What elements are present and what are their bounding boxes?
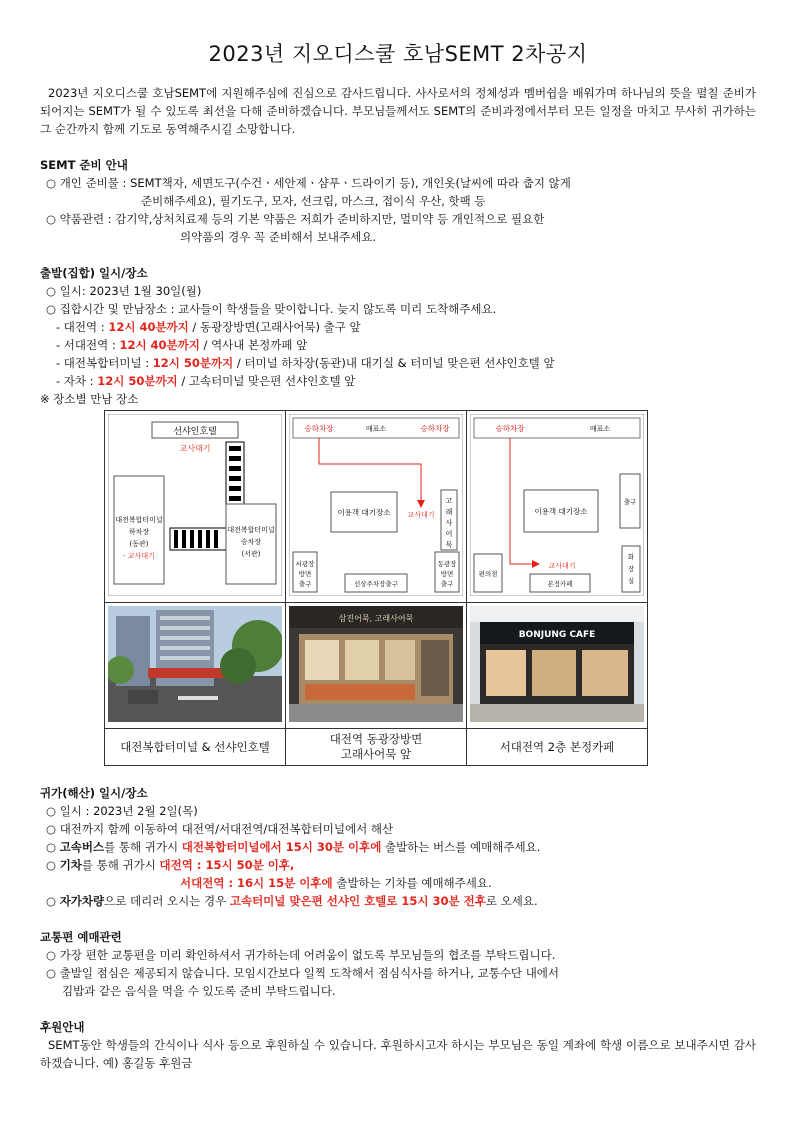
- return-date: ○ 일시 : 2023년 2월 2일(목): [46, 804, 198, 818]
- photo-terminal: [105, 603, 286, 729]
- route-seodaejeon-station: - 서대전역 : 12시 40분까지 / 역사내 본정까페 앞: [56, 338, 308, 352]
- svg-text:대전복합터미널: 대전복합터미널: [115, 516, 163, 524]
- return-bus: ○ 고속버스를 통해 귀가시 대전복합터미널에서 15시 30분 이후에 출발하는 버스를 예매해주세요.: [46, 840, 541, 854]
- svg-text:화: 화: [627, 553, 635, 561]
- transport-title: 교통편 예매관련: [40, 930, 122, 944]
- svg-text:출구: 출구: [623, 498, 637, 506]
- svg-text:방면: 방면: [440, 570, 454, 578]
- svg-text:선상주차장출구: 선상주차장출구: [354, 580, 398, 588]
- notice-page: [40, 38, 756, 1072]
- prep-title: SEMT 준비 안내: [40, 158, 128, 172]
- svg-text:교사대기: 교사대기: [548, 562, 576, 570]
- route-daejeon-station: - 대전역 : 12시 40분까지 / 동광장방면(고래사어묵) 출구 앞: [56, 320, 361, 334]
- svg-text:본정카페: 본정카페: [547, 580, 573, 588]
- intro-paragraph: 2023년 지오디스쿨 호남SEMT에 지원해주심에 진심으로 감사드립니다. 사사로서의 정체성과 멤버쉽을 배워가며 하나님의 뜻을 펼칠 준비가 되어지는 SEMT가 될 수 있도록 최선을 다해 준비하겠습니다. 부모님들께서도 SEMT의 준비과정에서부터 모든 일정을 마치고 무사히 귀가하는 그 순간까지 함께 기도로 동역해주시길 소망합니다.: [40, 86, 756, 136]
- maps-note: ※ 장소별 만남 장소: [40, 392, 139, 406]
- transport-line1: ○ 가장 편한 교통편을 미리 확인하셔서 귀가하는데 어려움이 없도록 부모님들의 협조를 부탁드립니다.: [46, 948, 556, 962]
- svg-text:매표소: 매표소: [365, 425, 387, 433]
- transport-line3: 김밥과 같은 음식을 먹을 수 있도록 준비 부탁드립니다.: [62, 984, 336, 998]
- support-body: SEMT동안 학생들의 간식이나 식사 등으로 후원하실 수 있습니다. 후원하시고자 하시는 부모님은 동일 계좌에 학생 이름으로 보내주시면 감사하겠습니다. 예) 홍길동 후원금: [40, 1038, 756, 1070]
- caption-seodaejeon-station: 서대전역 2층 본정카페: [467, 729, 648, 766]
- map-daejeon-station: [286, 411, 467, 603]
- caption-daejeon-station: 대전역 동광장방면 고래사어묵 앞: [286, 729, 467, 766]
- svg-text:래: 래: [445, 508, 453, 516]
- svg-text:사: 사: [445, 519, 453, 527]
- prep-item2-cont: 의약품의 경우 꼭 준비해서 보내주세요.: [180, 230, 377, 244]
- prep-item1-cont: 준비해주세요), 필기도구, 모자, 선크림, 마스크, 접이식 우산, 핫팩 등: [141, 194, 486, 208]
- svg-text:승차장: 승차장: [240, 538, 262, 546]
- svg-text:어: 어: [445, 530, 453, 538]
- svg-text:교사대기: 교사대기: [407, 511, 435, 519]
- svg-text:(서관): (서관): [241, 550, 261, 558]
- return-train: ○ 기차를 통해 귀가시 대전역 : 15시 50분 이후,: [46, 858, 295, 872]
- return-move: ○ 대전까지 함께 이동하여 대전역/서대전역/대전복합터미널에서 해산: [46, 822, 394, 836]
- return-car: ○ 자가차량으로 데리러 오시는 경우 고속터미널 맞은편 선샤인 호텔로 15시 30분 전후로 오세요.: [46, 894, 538, 908]
- svg-text:대전복합터미널: 대전복합터미널: [227, 526, 275, 534]
- prep-item1: ○ 개인 준비물 : SEMT책자, 세면도구(수건ㆍ세안제ㆍ샴푸ㆍ드라이기 등), 개인옷(날씨에 따라 춥지 않게: [46, 176, 571, 190]
- svg-text:방면: 방면: [298, 570, 312, 578]
- svg-text:- 교사대기: - 교사대기: [123, 552, 155, 560]
- depart-date: ○ 일시: 2023년 1월 30일(월): [46, 284, 202, 298]
- depart-title: 출발(집합) 일시/장소: [40, 266, 148, 280]
- prep-item2: ○ 약품관련 : 감기약,상처치료제 등의 기본 약품은 저희가 준비하지만, 멀미약 등 개인적으로 필요한: [46, 212, 545, 226]
- map-seodaejeon-station: [467, 411, 648, 603]
- svg-text:교사대기: 교사대기: [179, 444, 211, 453]
- transport-line2: ○ 출발일 점심은 제공되지 않습니다. 모임시간보다 일찍 도착해서 점심식사를 하거나, 교통수단 내에서: [46, 966, 560, 980]
- page-title: 2023년 지오디스쿨 호남SEMT 2차공지: [208, 42, 588, 66]
- svg-text:동광장: 동광장: [437, 560, 457, 568]
- svg-text:승하차장: 승하차장: [495, 424, 525, 433]
- svg-text:매표소: 매표소: [589, 425, 611, 433]
- svg-text:장: 장: [627, 565, 635, 573]
- return-train-cont: 서대전역 : 16시 15분 이후에 출발하는 기차를 예매해주세요.: [180, 876, 492, 890]
- map-terminal: [105, 411, 286, 603]
- return-title: 귀가(해산) 일시/장소: [40, 786, 148, 800]
- route-car: - 자차 : 12시 50분까지 / 고속터미널 맞은편 선샤인호텔 앞: [56, 374, 356, 388]
- svg-text:출구: 출구: [440, 580, 454, 588]
- svg-text:(동관): (동관): [129, 540, 149, 548]
- meeting-maps-table: [104, 410, 648, 766]
- svg-text:이용객 대기장소: 이용객 대기장소: [337, 508, 391, 517]
- svg-text:편의점: 편의점: [478, 570, 498, 578]
- svg-text:승하차장: 승하차장: [304, 424, 334, 433]
- svg-text:삼진어묵, 고래사어묵: 삼진어묵, 고래사어묵: [338, 614, 414, 623]
- svg-text:고: 고: [445, 497, 453, 505]
- svg-text:BONJUNG CAFE: BONJUNG CAFE: [518, 630, 596, 640]
- svg-text:선샤인호텔: 선샤인호텔: [173, 427, 217, 437]
- photo-daejeon-station: [286, 603, 467, 729]
- svg-text:출구: 출구: [298, 580, 312, 588]
- route-terminal: - 대전복합터미널 : 12시 50분까지 / 터미널 하차장(동관)내 대기실 & 터미널 맞은편 선샤인호텔 앞: [56, 356, 555, 370]
- caption-terminal: 대전복합터미널 & 선샤인호텔: [105, 729, 286, 766]
- svg-text:하차장: 하차장: [128, 528, 150, 536]
- depart-place: ○ 집합시간 및 만남장소 : 교사들이 학생들을 맞이합니다. 늦지 않도록 미리 도착해주세요.: [46, 302, 497, 316]
- svg-text:묵: 묵: [445, 541, 453, 549]
- photo-seodaejeon-station: [467, 603, 648, 729]
- svg-text:서광장: 서광장: [295, 560, 315, 568]
- support-title: 후원안내: [40, 1020, 85, 1034]
- svg-text:이용객 대기장소: 이용객 대기장소: [534, 507, 588, 516]
- svg-text:승하차장: 승하차장: [420, 424, 450, 433]
- svg-text:실: 실: [627, 577, 635, 585]
